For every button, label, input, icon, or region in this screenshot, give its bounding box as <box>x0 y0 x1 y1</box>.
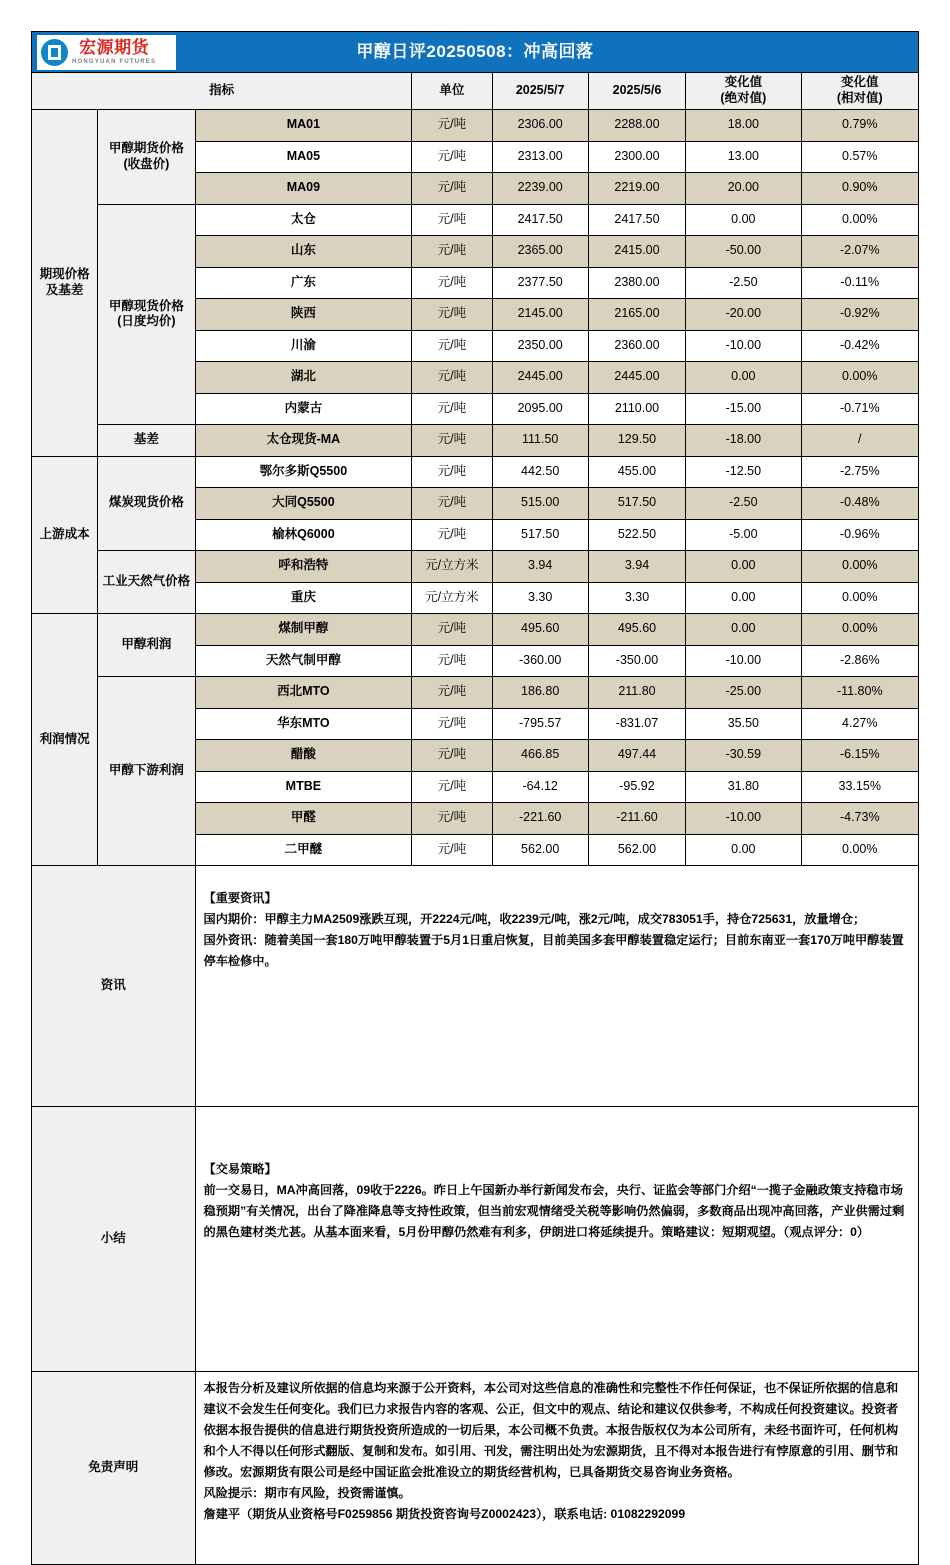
row-change-relative: -11.80% <box>801 677 918 709</box>
title-bar-cell <box>32 32 919 73</box>
row-item-name: 山东 <box>195 236 412 268</box>
row-item-name: 华东MTO <box>195 708 412 740</box>
row-change-relative: / <box>801 425 918 457</box>
logo-english-name: HONGYUAN FUTURES <box>72 59 157 65</box>
disclaimer-line-2: 风险提示：期市有风险，投资需谨慎。 <box>203 1485 411 1500</box>
row-change-relative: 0.00% <box>801 582 918 614</box>
row-item-name: 川渝 <box>195 330 412 362</box>
row-value-date2: 2110.00 <box>588 393 685 425</box>
row-unit: 元/吨 <box>412 173 492 205</box>
row-value-date1: 2350.00 <box>492 330 588 362</box>
col-change-absolute-line2: (绝对值) <box>720 91 767 105</box>
row-value-date2: 2380.00 <box>588 267 685 299</box>
news-row <box>32 866 919 1107</box>
news-line-1: 国内期价：甲醇主力MA2509涨跌互现，开2224元/吨，收2239元/吨，涨2元/吨，成交783051手，持仓725631，放量增仓； <box>203 911 866 926</box>
row-item-name: 天然气制甲醇 <box>195 645 412 677</box>
row-change-absolute: 0.00 <box>686 551 801 583</box>
row-item-name: 太仓 <box>195 204 412 236</box>
row-change-absolute: 0.00 <box>686 204 801 236</box>
row-item-name: 广东 <box>195 267 412 299</box>
row-unit: 元/吨 <box>412 519 492 551</box>
row-change-absolute: 35.50 <box>686 708 801 740</box>
row-change-relative: 0.00% <box>801 614 918 646</box>
title-row <box>32 32 919 73</box>
col-change-relative-line2: (相对值) <box>836 91 883 105</box>
row-unit: 元/吨 <box>412 708 492 740</box>
subgroup-label-line1: 甲醇下游利润 <box>108 763 184 778</box>
row-change-absolute: 0.00 <box>686 614 801 646</box>
row-change-absolute: 0.00 <box>686 362 801 394</box>
row-unit: 元/吨 <box>412 677 492 709</box>
row-value-date2: 3.30 <box>588 582 685 614</box>
row-unit: 元/吨 <box>412 834 492 866</box>
row-change-absolute: 20.00 <box>686 173 801 205</box>
group-label-line2: 及基差 <box>45 282 84 297</box>
row-value-date2: -95.92 <box>588 771 685 803</box>
logo-text-block <box>72 40 156 65</box>
row-change-relative: 4.27% <box>801 708 918 740</box>
row-unit: 元/吨 <box>412 110 492 142</box>
row-change-relative: -0.96% <box>801 519 918 551</box>
row-value-date2: 2445.00 <box>588 362 685 394</box>
row-unit: 元/吨 <box>412 330 492 362</box>
row-value-date1: 2306.00 <box>492 110 588 142</box>
row-item-name: 重庆 <box>195 582 412 614</box>
title-bar <box>32 32 918 72</box>
table-row <box>32 677 919 709</box>
row-item-name: 醋酸 <box>195 740 412 772</box>
disclaimer-row <box>32 1372 919 1565</box>
group-label-line1: 利润情况 <box>39 731 90 746</box>
group-label <box>32 614 98 866</box>
row-item-name: 甲醛 <box>195 803 412 835</box>
row-change-relative: -0.11% <box>801 267 918 299</box>
news-heading: 【重要资讯】 <box>203 891 277 905</box>
table-row <box>32 204 919 236</box>
subgroup-label <box>98 204 195 425</box>
row-unit: 元/吨 <box>412 771 492 803</box>
row-change-relative: 33.15% <box>801 771 918 803</box>
row-unit: 元/吨 <box>412 803 492 835</box>
row-unit: 元/吨 <box>412 456 492 488</box>
row-item-name: 湖北 <box>195 362 412 394</box>
subgroup-label <box>98 110 195 205</box>
news-body <box>195 866 918 1107</box>
table-row <box>32 425 919 457</box>
row-value-date1: 2445.00 <box>492 362 588 394</box>
subgroup-label-line1: 基差 <box>133 432 159 447</box>
row-change-relative: 0.79% <box>801 110 918 142</box>
col-change-absolute <box>686 73 801 110</box>
row-unit: 元/吨 <box>412 393 492 425</box>
summary-row <box>32 1107 919 1372</box>
row-change-absolute: -25.00 <box>686 677 801 709</box>
row-item-name: 二甲醚 <box>195 834 412 866</box>
row-value-date1: 2313.00 <box>492 141 588 173</box>
row-value-date1: 2239.00 <box>492 173 588 205</box>
row-value-date1: 2145.00 <box>492 299 588 331</box>
row-unit: 元/吨 <box>412 740 492 772</box>
summary-body <box>195 1107 918 1372</box>
row-change-relative: 0.00% <box>801 362 918 394</box>
row-value-date1: 2095.00 <box>492 393 588 425</box>
row-value-date2: 2415.00 <box>588 236 685 268</box>
row-unit: 元/吨 <box>412 425 492 457</box>
row-change-absolute: 31.80 <box>686 771 801 803</box>
row-value-date1: -795.57 <box>492 708 588 740</box>
row-value-date1: 2377.50 <box>492 267 588 299</box>
row-value-date2: -211.60 <box>588 803 685 835</box>
row-value-date1: 2365.00 <box>492 236 588 268</box>
row-value-date1: 495.60 <box>492 614 588 646</box>
subgroup-label <box>98 677 195 866</box>
row-value-date1: 466.85 <box>492 740 588 772</box>
row-unit: 元/立方米 <box>412 551 492 583</box>
row-change-absolute: -18.00 <box>686 425 801 457</box>
disclaimer-line-3: 詹建平（期货从业资格号F0259856 期货投资咨询号Z0002423），联系电话: 01082292099 <box>203 1506 686 1521</box>
row-item-name: 呼和浩特 <box>195 551 412 583</box>
row-change-absolute: -15.00 <box>686 393 801 425</box>
col-change-absolute-line1: 变化值 <box>724 75 763 90</box>
row-change-absolute: -10.00 <box>686 803 801 835</box>
column-header-row <box>32 73 919 110</box>
row-value-date2: 2360.00 <box>588 330 685 362</box>
row-unit: 元/吨 <box>412 488 492 520</box>
subgroup-label-line1: 甲醇期货价格 <box>108 141 184 156</box>
page-title: 甲醇日评20250508：冲高回落 <box>356 42 594 62</box>
row-value-date2: 129.50 <box>588 425 685 457</box>
row-change-relative: 0.90% <box>801 173 918 205</box>
row-item-name: 太仓现货-MA <box>195 425 412 457</box>
row-item-name: MTBE <box>195 771 412 803</box>
row-change-absolute: -30.59 <box>686 740 801 772</box>
row-item-name: 榆林Q6000 <box>195 519 412 551</box>
col-unit: 单位 <box>412 73 492 110</box>
row-change-absolute: -50.00 <box>686 236 801 268</box>
row-value-date2: 497.44 <box>588 740 685 772</box>
subgroup-label <box>98 456 195 551</box>
row-value-date2: 2219.00 <box>588 173 685 205</box>
group-label <box>32 456 98 614</box>
row-change-relative: 0.00% <box>801 551 918 583</box>
row-value-date1: -221.60 <box>492 803 588 835</box>
row-item-name: 煤制甲醇 <box>195 614 412 646</box>
subgroup-label-line2: (日度均价) <box>117 314 176 329</box>
row-value-date1: -360.00 <box>492 645 588 677</box>
row-item-name: 鄂尔多斯Q5500 <box>195 456 412 488</box>
summary-heading: 【交易策略】 <box>203 1162 277 1176</box>
hongyuan-logo-icon <box>41 39 68 66</box>
table-row <box>32 551 919 583</box>
col-date1: 2025/5/7 <box>492 73 588 110</box>
row-value-date2: 2300.00 <box>588 141 685 173</box>
row-value-date1: 2417.50 <box>492 204 588 236</box>
row-item-name: 陕西 <box>195 299 412 331</box>
row-item-name: 西北MTO <box>195 677 412 709</box>
row-value-date1: 517.50 <box>492 519 588 551</box>
row-item-name: 内蒙古 <box>195 393 412 425</box>
row-value-date2: 495.60 <box>588 614 685 646</box>
row-change-absolute: -2.50 <box>686 488 801 520</box>
row-value-date2: 2417.50 <box>588 204 685 236</box>
row-value-date2: 562.00 <box>588 834 685 866</box>
col-indicator: 指标 <box>32 73 412 110</box>
subgroup-label-line1: 甲醇现货价格 <box>108 298 184 313</box>
row-value-date1: -64.12 <box>492 771 588 803</box>
table-row <box>32 110 919 142</box>
row-value-date2: 455.00 <box>588 456 685 488</box>
row-value-date1: 562.00 <box>492 834 588 866</box>
row-value-date1: 111.50 <box>492 425 588 457</box>
row-unit: 元/吨 <box>412 204 492 236</box>
row-change-relative: -0.92% <box>801 299 918 331</box>
row-change-absolute: 0.00 <box>686 834 801 866</box>
row-change-relative: -0.42% <box>801 330 918 362</box>
row-change-relative: -2.75% <box>801 456 918 488</box>
row-change-relative: -6.15% <box>801 740 918 772</box>
summary-label: 小结 <box>32 1107 196 1372</box>
row-unit: 元/吨 <box>412 362 492 394</box>
row-value-date1: 515.00 <box>492 488 588 520</box>
row-value-date1: 442.50 <box>492 456 588 488</box>
row-change-relative: 0.57% <box>801 141 918 173</box>
table-row <box>32 456 919 488</box>
disclaimer-line-1: 本报告分析及建议所依据的信息均来源于公开资料，本公司对这些信息的准确性和完整性不作任何保证，也不保证所依据的信息和建议不会发生任何变化。我们已力求报告内容的客观、公正，但文中的观点、结论和建议仅供参考，不构成任何投资建议。投资者依据本报告提供的信息进行期货投资所造成的一切后果，本公司概不负责。本报告版权仅为本公司所有，未经书面许可，任何机构和个人不得以任何形式翻版、复制和发布。如引用、刊发，需注明出处为宏源期货，且不得对本报告进行有悖原意的引用、删节和修改。宏源期货有限公司是经中国证监会批准设立的期货经营机构，已具备期货交易咨询业务资格。 <box>203 1381 899 1479</box>
logo-chinese-name: 宏源期货 <box>79 38 150 58</box>
row-change-relative: -2.86% <box>801 645 918 677</box>
row-unit: 元/吨 <box>412 645 492 677</box>
row-change-absolute: -5.00 <box>686 519 801 551</box>
group-label <box>32 110 98 457</box>
row-item-name: MA05 <box>195 141 412 173</box>
news-line-2: 国外资讯：随着美国一套180万吨甲醇装置于5月1日重启恢复，目前美国多套甲醇装置稳定运行；目前东南亚一套170万吨甲醇装置停车检修中。 <box>203 932 904 968</box>
row-unit: 元/吨 <box>412 141 492 173</box>
col-change-relative <box>801 73 918 110</box>
methanol-daily-report-table <box>31 31 919 1565</box>
row-value-date2: 517.50 <box>588 488 685 520</box>
row-value-date2: 2288.00 <box>588 110 685 142</box>
row-value-date2: -831.07 <box>588 708 685 740</box>
subgroup-label <box>98 425 195 457</box>
subgroup-label <box>98 614 195 677</box>
row-change-relative: 0.00% <box>801 204 918 236</box>
row-change-absolute: -12.50 <box>686 456 801 488</box>
row-change-absolute: -10.00 <box>686 645 801 677</box>
row-change-relative: -0.48% <box>801 488 918 520</box>
row-value-date2: -350.00 <box>588 645 685 677</box>
row-value-date2: 2165.00 <box>588 299 685 331</box>
row-change-absolute: 0.00 <box>686 582 801 614</box>
row-item-name: MA09 <box>195 173 412 205</box>
col-change-relative-line1: 变化值 <box>841 75 879 90</box>
row-value-date2: 3.94 <box>588 551 685 583</box>
col-date2: 2025/5/6 <box>588 73 685 110</box>
row-value-date2: 522.50 <box>588 519 685 551</box>
company-logo <box>37 35 176 70</box>
row-unit: 元/立方米 <box>412 582 492 614</box>
subgroup-label-line1: 煤炭现货价格 <box>108 495 184 510</box>
table-row <box>32 614 919 646</box>
row-change-relative: -4.73% <box>801 803 918 835</box>
row-change-absolute: 18.00 <box>686 110 801 142</box>
news-label: 资讯 <box>32 866 196 1107</box>
subgroup-label-line1: 工业天然气价格 <box>102 574 191 589</box>
group-label-line1: 期现价格 <box>39 267 90 282</box>
subgroup-label <box>98 551 195 614</box>
row-change-absolute: 13.00 <box>686 141 801 173</box>
row-unit: 元/吨 <box>412 267 492 299</box>
row-change-absolute: -20.00 <box>686 299 801 331</box>
row-value-date2: 211.80 <box>588 677 685 709</box>
row-item-name: MA01 <box>195 110 412 142</box>
row-unit: 元/吨 <box>412 614 492 646</box>
row-value-date1: 186.80 <box>492 677 588 709</box>
row-change-relative: -2.07% <box>801 236 918 268</box>
summary-line-1: 前一交易日，MA冲高回落，09收于2226。昨日上午国新办举行新闻发布会，央行、证监会等部门介绍“一揽子金融政策支持稳市场稳预期”有关情况，出台了降准降息等支持性政策，但当前宏观情绪受关税等影响仍然偏弱，多数商品出现冲高回落，产业供需过剩的黑色建材类尤甚。从基本面来看，5月份甲醇仍然难有利多，伊朗进口将延续提升。策略建议：短期观望。（观点评分：0） <box>203 1182 905 1239</box>
disclaimer-body <box>195 1372 918 1565</box>
row-value-date1: 3.30 <box>492 582 588 614</box>
subgroup-label-line1: 甲醇利润 <box>121 637 172 652</box>
row-value-date1: 3.94 <box>492 551 588 583</box>
group-label-line1: 上游成本 <box>39 526 90 541</box>
row-unit: 元/吨 <box>412 299 492 331</box>
row-change-relative: -0.71% <box>801 393 918 425</box>
row-change-relative: 0.00% <box>801 834 918 866</box>
row-change-absolute: -2.50 <box>686 267 801 299</box>
disclaimer-label: 免责声明 <box>32 1372 196 1565</box>
row-item-name: 大同Q5500 <box>195 488 412 520</box>
row-unit: 元/吨 <box>412 236 492 268</box>
row-change-absolute: -10.00 <box>686 330 801 362</box>
subgroup-label-line2: (收盘价) <box>123 156 170 171</box>
